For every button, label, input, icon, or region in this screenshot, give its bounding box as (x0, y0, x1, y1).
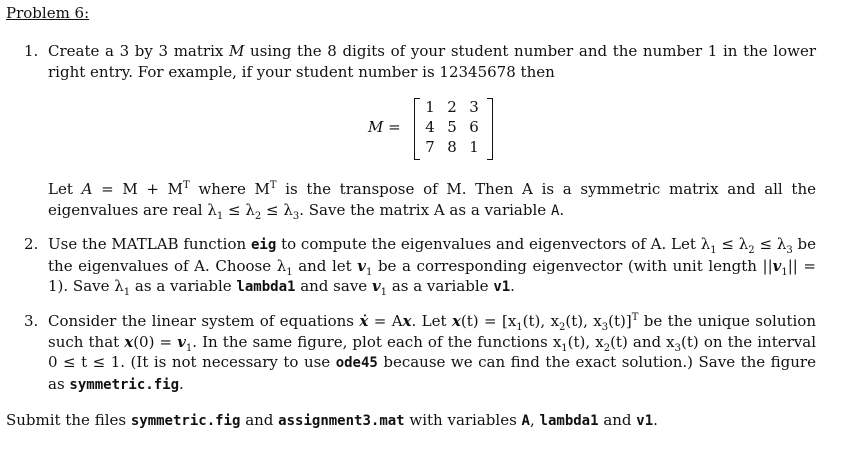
matrix-cell: 7 (425, 138, 435, 156)
matrix-label: M = (368, 118, 401, 136)
matrix-cell: 5 (447, 118, 457, 136)
right-bracket (487, 98, 493, 160)
problem-item-3 (24, 311, 816, 395)
submit-instructions: Submit the files symmetric.fig and assignment3.mat with variables A, lambda1 and v1. (6, 411, 658, 429)
matrix-cell: 1 (425, 98, 435, 116)
matrix-cell: 2 (447, 98, 457, 116)
item-2-text: Use the MATLAB function eig to compute the eigenvalues and eigenvectors of A. Let $\lambda_1 \le \lambda_2 \le \lambda_3$ be the eigenvalues of A. Choose $\lambda_1$ and let $v_1$ be a corresponding eigenvector (with unit length $||v_1|| = 1$). Save $\lambda_1$ as a variable lambda1 and save $v_1$ as a variable v1. (48, 235, 816, 298)
problem-item-2 (24, 234, 816, 298)
item-1-text-2: Let $A = M + M^T$ where $M^T$ is the transpose of M. Then A is a symmetric matrix and all the eigenvalues are real $\lambda_1 \le \lambda_2 \le \lambda_3$. Save the matrix A as a variable A. (48, 180, 816, 222)
matrix-cell: 3 (469, 98, 479, 116)
matrix-cell: 6 (469, 118, 479, 136)
matrix-cell: 1 (469, 138, 479, 156)
left-bracket (414, 98, 420, 160)
example-matrix (368, 98, 508, 158)
problem-item-1 (24, 41, 816, 82)
matrix-cell: 4 (425, 118, 435, 136)
item-number: 2. (24, 235, 39, 253)
filename: symmetric.fig (130, 413, 241, 429)
filename: assignment3.mat (278, 413, 405, 429)
item-number: 1. (24, 42, 39, 60)
item-1-continued (24, 179, 816, 221)
item-1-text: Create a 3 by 3 matrix M using the 8 digits of your student number and the number 1 in the lower right entry. For example, if your student number is 12345678 then (48, 42, 816, 81)
item-number: 3. (24, 312, 39, 330)
problem-heading: Problem 6: (6, 4, 90, 22)
matrix-cell: 8 (447, 138, 457, 156)
item-3-text: Consider the linear system of equations ẋ = Ax. Let $x(t) = [x_1(t)$, $x_2(t)$, $x_3(t)]^T$ be the unique solution such that $x(0) = v_1$. In the same figure, plot each of the functions $x_1(t)$, $x_2(t)$ and $x_3(t)$ on the interval 0 ≤ t ≤ 1. (It is not necessary to use ode45 because we can find the exact solution.) Save the figure as symmetric.fig. (48, 312, 816, 393)
